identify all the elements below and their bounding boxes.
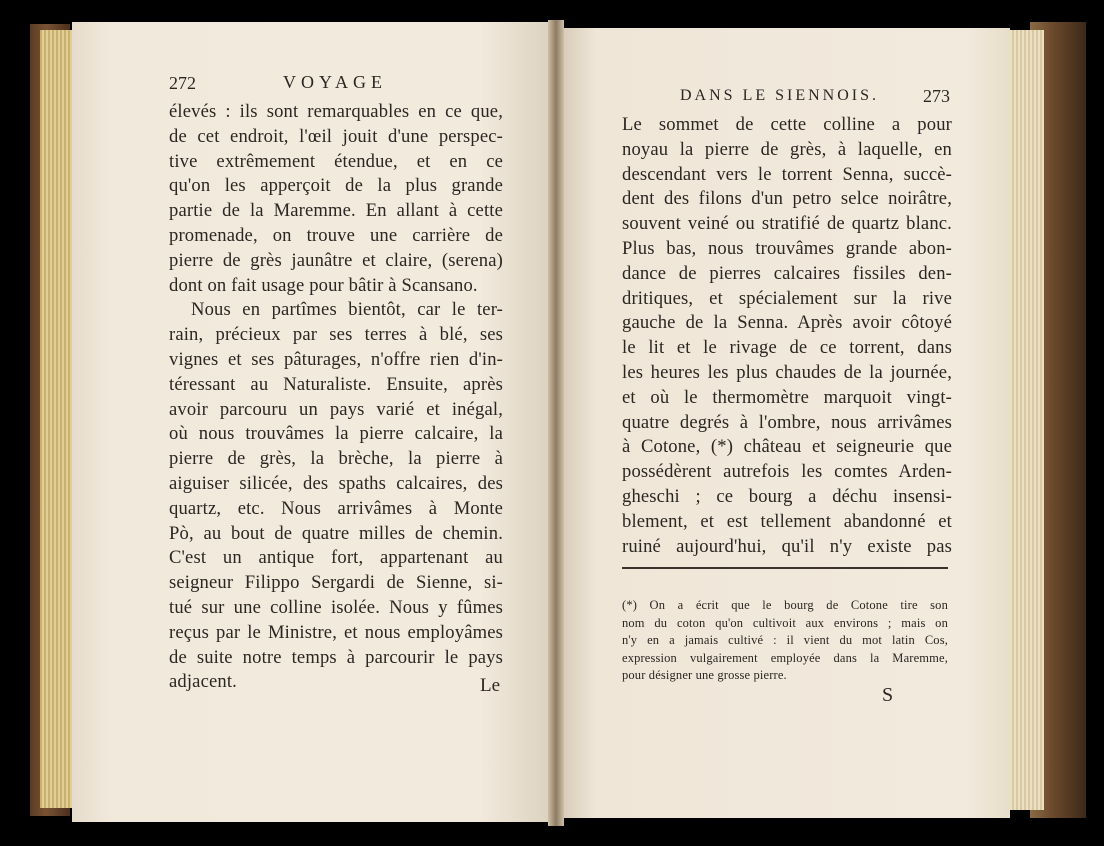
text-line: le lit et le rivage de ce torrent, dans <box>622 337 952 359</box>
book-gutter <box>548 20 564 826</box>
left-page-edges <box>40 30 74 808</box>
text-line: rain, précieux par ses terres à blé, ses <box>169 324 503 346</box>
text-line: Nous en partîmes bientôt, car le ter- <box>191 299 503 321</box>
right-body-text <box>622 113 952 559</box>
text-line: gheschi ; ce bourg a déchu insensi- <box>622 485 952 507</box>
text-line: élevés : ils sont remarquables en ce que, <box>169 101 503 122</box>
text-line: avoir parcouru un pays varié et inégal, <box>169 398 503 420</box>
text-line: et où le thermomètre marquoit vingt- <box>622 386 952 408</box>
left-page-number: 272 <box>169 73 196 93</box>
text-line: téressant au Naturaliste. Ensuite, après <box>169 373 503 395</box>
text-line: de suite notre temps à parcourir le pays <box>169 646 503 668</box>
text-line: noyau la pierre de grès, à laquelle, en <box>622 138 952 160</box>
text-line: Plus bas, nous trouvâmes grande abon- <box>622 237 952 259</box>
text-line: tive extrêmement étendue, et en ce <box>169 150 503 172</box>
text-line: tué sur une colline isolée. Nous y fûmes <box>169 596 503 618</box>
text-line: partie de la Maremme. En allant à cette <box>169 200 503 222</box>
text-line: aiguiser silicée, des spaths calcaires, des <box>169 472 503 494</box>
text-line: quartz, etc. Nous arrivâmes à Monte <box>169 497 503 519</box>
text-line: quatre degrés à l'ombre, nous arrivâmes <box>622 411 952 433</box>
text-line: dritiques, et spécialement sur la rive <box>622 287 952 309</box>
text-line: à Cotone, (*) château et seigneurie que <box>622 436 952 458</box>
text-line: Le sommet de cette colline a pour <box>622 114 952 135</box>
left-running-title: VOYAGE <box>283 72 387 92</box>
text-line: dance de pierres calcaires fissiles den- <box>622 262 952 284</box>
text-line: pierre de grès, la brèche, la pierre à <box>169 448 503 470</box>
text-line: reçus par le Ministre, et nous employâmes <box>169 621 503 643</box>
text-line: promenade, on trouve une carrière de <box>169 224 503 246</box>
text-line: descendant vers le torrent Senna, succè- <box>622 163 952 185</box>
footnote-line: (*) On a écrit que le bourg de Cotone tire son <box>622 598 948 612</box>
right-page-edges <box>1004 30 1044 810</box>
text-line: possédèrent autrefois les comtes Arden- <box>622 461 952 483</box>
text-line: où nous trouvâmes la pierre calcaire, la <box>169 423 503 445</box>
text-line: gauche de la Senna. Après avoir côtoyé <box>622 312 952 334</box>
text-line: qu'on les apperçoit de la plus grande <box>169 175 503 197</box>
text-line: seigneur Filippo Sergardi de Sienne, si- <box>169 572 503 594</box>
text-line: souvent veiné ou stratifié de quartz blanc. <box>622 213 952 235</box>
right-page-number: 273 <box>923 86 950 106</box>
footnote-line: nom du coton qu'on cultivoit aux environs ; mais on <box>622 615 948 630</box>
footnote <box>622 597 948 685</box>
footnote-line: pour désigner une grosse pierre. <box>622 668 787 682</box>
text-line: les heures les plus chaudes de la journée, <box>622 361 952 383</box>
signature-mark: S <box>882 684 894 706</box>
text-line: dont on fait usage pour bâtir à Scansano. <box>169 274 478 296</box>
footnote-line: expression vulgairement employée dans la Maremme, <box>622 650 948 665</box>
text-line: pierre de grès jaunâtre et claire, (serena) <box>169 249 503 271</box>
text-line: adjacent. <box>169 671 237 693</box>
text-line: vignes et ses pâturages, n'offre rien d'in- <box>169 348 503 370</box>
text-line: dent des filons d'un petro selce noirâtre, <box>622 188 952 210</box>
right-running-title: DANS LE SIENNOIS. <box>680 87 879 104</box>
text-line: blement, et est tellement abandonné et <box>622 510 952 532</box>
left-catchword: Le <box>480 675 501 696</box>
footnote-rule <box>622 567 948 569</box>
text-line: de cet endroit, l'œil jouit d'une perspec- <box>169 125 503 147</box>
footnote-line: n'y en a jamais cultivé : il vient du mot latin Cos, <box>622 633 948 647</box>
left-body-text <box>169 100 503 695</box>
text-line: Pò, au bout de quatre milles de chemin. <box>169 522 503 544</box>
text-line: ruiné aujourd'hui, qu'il n'y existe pas <box>622 535 952 557</box>
text-line: C'est un antique fort, appartenant au <box>169 547 503 569</box>
